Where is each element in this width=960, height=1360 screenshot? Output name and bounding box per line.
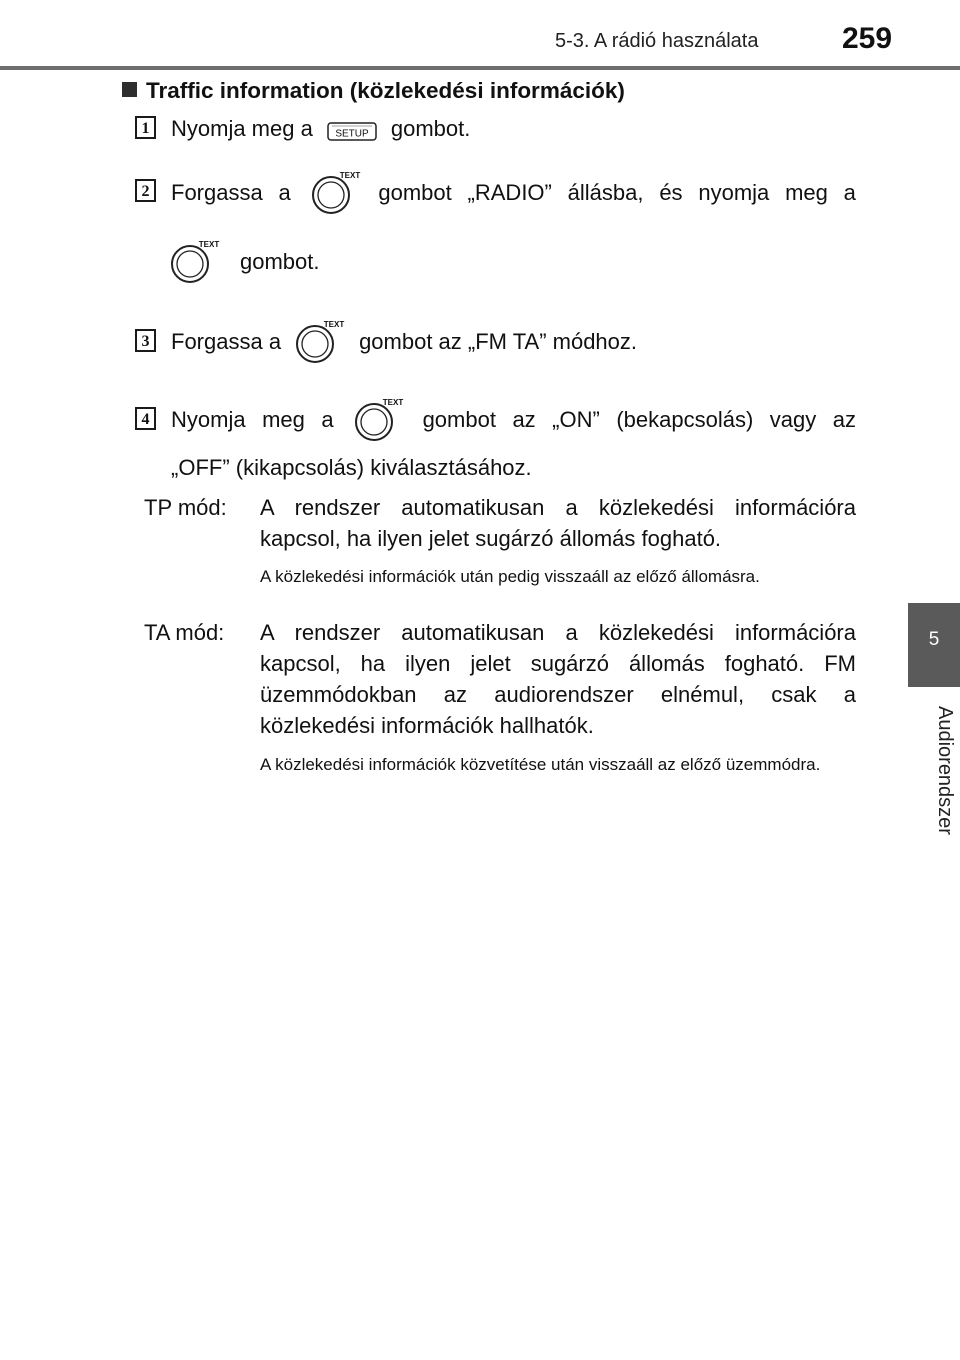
step-4-line-1: [171, 397, 856, 443]
step-2-word: „RADIO”: [467, 180, 552, 205]
svg-text:TEXT: TEXT: [382, 398, 404, 407]
step-4-word: az: [832, 407, 856, 432]
tune-knob-icon: [350, 397, 406, 443]
step-number-4: 4: [135, 407, 156, 430]
step-2-word: gombot: [378, 180, 452, 205]
step-4-word: (bekapcsolás): [616, 407, 754, 432]
step-4-word: „ON”: [552, 407, 600, 432]
step-4-word: meg: [262, 407, 305, 432]
tp-mode-label: TP mód:: [144, 495, 227, 520]
section-heading-text: Traffic information (közlekedési információk): [146, 78, 625, 103]
tp-mode-description: A rendszer automatikusan a közlekedési információra kapcsol, ha ilyen jelet sugárzó állomás fogható.: [260, 495, 856, 551]
ta-mode-description: A rendszer automatikusan a közlekedési információra kapcsol, ha ilyen jelet sugárzó állomás fogható. FM üzemmódokban az audiorendszer elnémul, csak a közlekedési információk hallhatók.: [260, 620, 856, 738]
step-2-word: a: [278, 180, 291, 205]
step-4-word: az: [512, 407, 536, 432]
step-number-3: 3: [135, 329, 156, 352]
step-number-2: 2: [135, 179, 156, 202]
step-1-text-before: Nyomja meg a: [171, 116, 313, 141]
setup-button-label: SETUP: [335, 128, 369, 140]
setup-button-icon: [327, 121, 377, 140]
step-2-line-2: [166, 239, 320, 285]
step-3-text-before: Forgassa a: [171, 329, 282, 354]
step-2-text-after: gombot.: [240, 249, 320, 274]
step-number-1: 1: [135, 116, 156, 139]
step-4-word: Nyomja: [171, 407, 246, 432]
step-4-word: vagy: [769, 407, 817, 432]
svg-text:TEXT: TEXT: [323, 320, 345, 329]
step-3-line: [171, 319, 637, 365]
step-2-word: meg: [785, 180, 828, 205]
svg-text:TEXT: TEXT: [198, 240, 220, 249]
chapter-label: Audiorendszer: [934, 705, 956, 835]
step-4-word: a: [321, 407, 334, 432]
step-2-line-1: [171, 170, 856, 216]
step-4-word: gombot: [422, 407, 496, 432]
chapter-tab: [908, 603, 960, 687]
section-title: 5-3. A rádió használata: [555, 30, 759, 52]
tune-knob-icon: [291, 319, 347, 365]
step-1-line: [171, 116, 470, 142]
section-heading: [122, 78, 625, 104]
step-2-word: és: [659, 180, 683, 205]
step-2-word: a: [843, 180, 856, 205]
bullet-square-icon: [122, 82, 137, 97]
chapter-number: 5: [928, 629, 940, 650]
tune-knob-icon: [166, 239, 222, 285]
ta-mode-note: A közlekedési információk közvetítése után visszaáll az előző üzemmódra.: [260, 755, 821, 774]
step-2-word: nyomja: [698, 180, 770, 205]
page-number: 259: [842, 22, 893, 55]
step-1-text-after: gombot.: [390, 116, 471, 141]
step-2-word: Forgassa: [171, 180, 263, 205]
header-divider: [0, 66, 960, 70]
svg-text:TEXT: TEXT: [339, 171, 360, 180]
ta-mode-label: TA mód:: [144, 620, 225, 645]
tp-mode-note: A közlekedési információk után pedig visszaáll az előző állomásra.: [260, 567, 760, 586]
step-3-text-after: gombot az „FM TA” módhoz.: [359, 329, 638, 354]
step-4-line-2: „OFF” (kikapcsolás) kiválasztásához.: [171, 455, 532, 480]
tune-knob-icon: [307, 170, 363, 216]
step-2-word: állásba,: [567, 180, 644, 205]
